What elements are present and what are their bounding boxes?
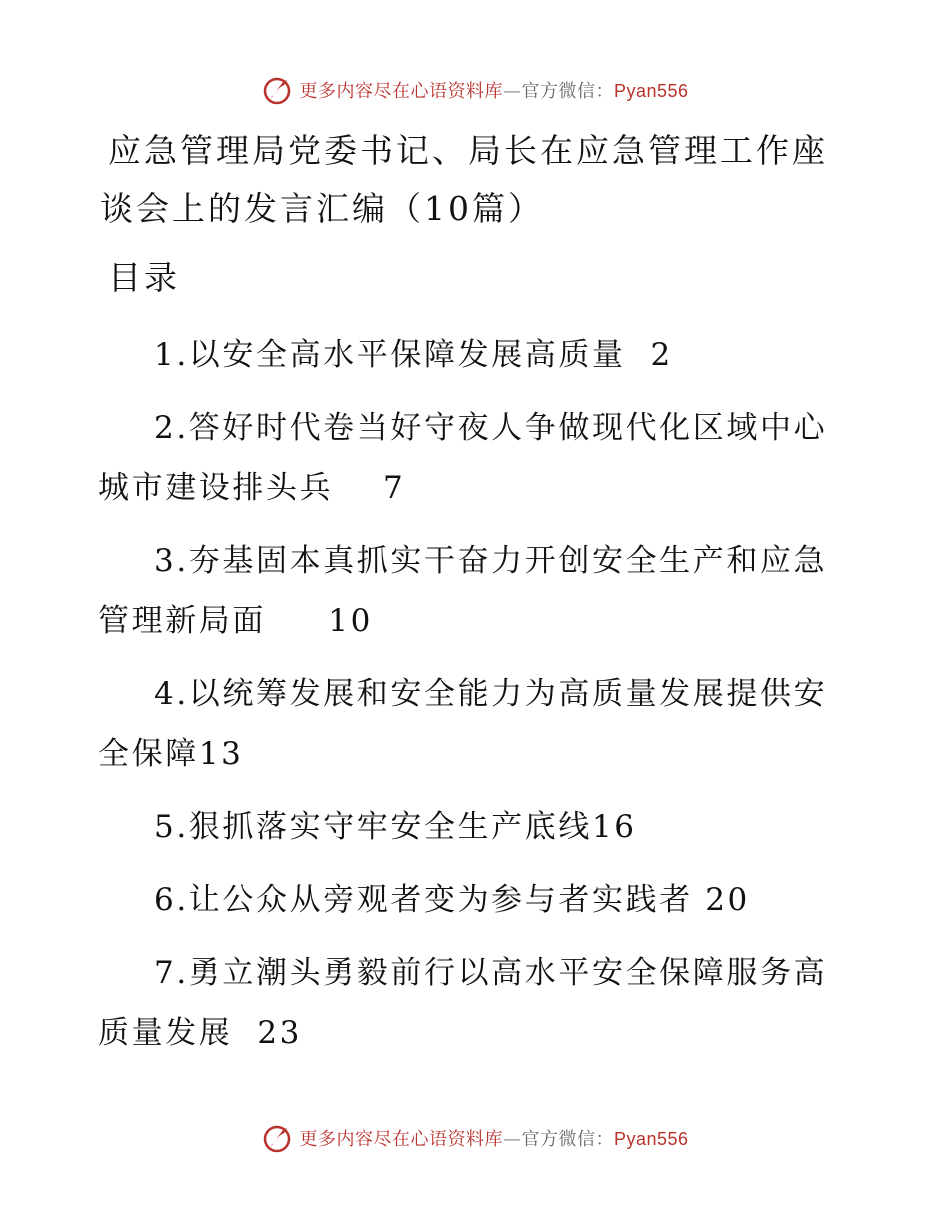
toc-item[interactable]: 5.狠抓落实守牢安全生产底线16: [154, 809, 637, 845]
watermark-text: 更多内容尽在心语资料库—官方微信：Pyan556: [299, 81, 689, 102]
table-of-contents: [98, 325, 843, 1076]
document-title: 应急管理局党委书记、局长在应急管理工作座谈会上的发言汇编（10篇）: [100, 131, 828, 228]
toc-item[interactable]: 1.以安全高水平保障发展高质量 2: [154, 337, 673, 373]
toc-item[interactable]: 6.让公众从旁观者变为参与者实践者 20: [154, 882, 750, 918]
watermark-banner-bottom: [0, 1118, 950, 1158]
toc-item[interactable]: 2.答好时代卷当好守夜人争做现代化区域中心城市建设排头兵 7: [98, 410, 828, 506]
quill-logo-icon: [261, 74, 293, 106]
watermark-banner-top: [0, 70, 950, 110]
toc-item[interactable]: 4.以统筹发展和安全能力为高质量发展提供安全保障13: [98, 676, 828, 772]
watermark-text: 更多内容尽在心语资料库—官方微信：Pyan556: [299, 1129, 689, 1150]
toc-item[interactable]: 3.夯基固本真抓实干奋力开创安全生产和应急管理新局面 10: [98, 543, 828, 639]
toc-item[interactable]: 7.勇立潮头勇毅前行以高水平安全保障服务高质量发展 23: [98, 955, 828, 1051]
toc-heading: 目录: [108, 258, 180, 297]
quill-logo-icon: [261, 1122, 293, 1154]
